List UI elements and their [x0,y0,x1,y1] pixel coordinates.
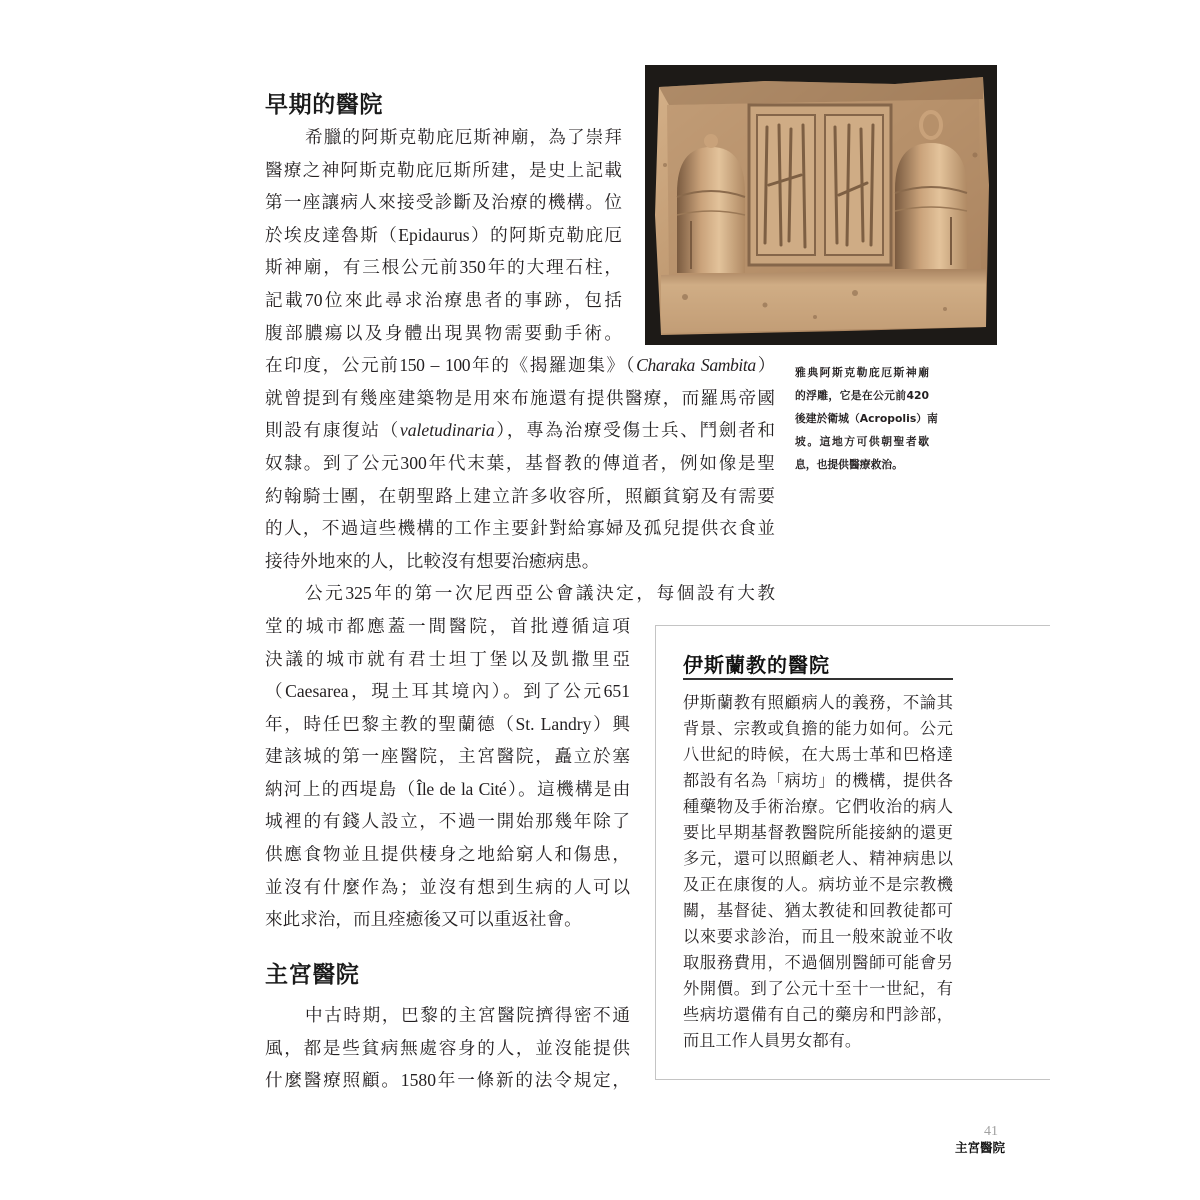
body-text-line: 第一座讓病人來接受診斷及治療的機構。位 [265,192,622,213]
body-text-line: 於埃皮達魯斯（Epidaurus）的阿斯克勒庇厄 [265,224,622,245]
central-tablet-relief [749,105,891,265]
sidebar-text-line: 外開價。到了公元十至十一世紀，有 [683,980,953,998]
sidebar-text-line: 關，基督徒、猶太教徒和回教徒都可 [683,902,953,920]
sidebar-body [683,690,953,1054]
sidebar-text-line: 都設有名為「病坊」的機構，提供各 [683,772,953,790]
body-text-line [265,414,775,447]
sidebar-text-line: 取服務費用，不過個別醫師可能會另 [683,954,953,972]
sidebar-title-rule [683,678,953,680]
body-text-line: 奴隸。到了公元300年代末葉，基督教的傳道者，例如像是聖 [265,452,775,473]
running-title: 主宮醫院 [955,1140,1006,1155]
caption-line: 雅典阿斯克勒庇厄斯神廟 [795,366,929,379]
sidebar-text-line: 多元，還可以照顧老人、精神病患以 [683,850,953,868]
text-segment: 在印度，公元前150 – 100年的《揭羅迦集》（ [265,355,637,376]
body-text-line: 的人，不過這些機構的工作主要針對給寡婦及孤兒提供衣食並 [265,518,775,539]
body-text-line: 年，時任巴黎主教的聖蘭德（St. Landry）興 [265,713,630,734]
body-text-line: 希臘的阿斯克勒庇厄斯神廟，為了崇拜 [305,127,622,147]
article-body-continued [265,999,630,1097]
sidebar-text-line: 以來要求診治，而且一般來說並不收 [683,928,953,946]
sidebar-text-line: 背景、宗教或負擔的能力如何。公元 [683,720,953,738]
text-segment: ） [755,355,775,376]
caption-line: 坡。這地方可供朝聖者歇 [795,435,929,448]
body-text-line: 建該城的第一座醫院，主宮醫院，矗立於塞 [265,746,630,767]
italic-term: valetudinaria [399,420,495,441]
relief-base [661,269,986,333]
body-text-line: 決議的城市就有君士坦丁堡以及凱撒里亞 [265,648,630,669]
sidebar-text-line: 種藥物及手術治療。它們收治的病人 [683,798,953,816]
sidebar-text-line: 八世紀的時候，在大馬士革和巴格達 [683,746,953,764]
body-text-line: 來此求治，而且痊癒後又可以重返社會。 [265,909,582,930]
body-text-line [265,349,775,382]
body-text-line: 醫療之神阿斯克勒庇厄斯所建，是史上記載 [265,159,622,180]
caption-line: 息，也提供醫療救治。 [795,458,903,471]
body-text-line: （Caesarea，現土耳其境內）。到了公元651 [265,681,630,702]
sidebar-text-line: 些病坊還備有自己的藥房和門診部， [683,1006,953,1024]
body-text-line: 並沒有什麼作為；並沒有想到生病的人可以 [265,876,630,897]
caption-line: 的浮雕，它是在公元前420 [795,389,929,402]
sidebar-box [655,625,1050,1080]
body-text-line: 堂的城市都應蓋一間醫院，首批遵循這項 [265,615,630,636]
body-text-line: 城裡的有錢人設立，不過一開始那幾年除了 [265,811,630,832]
sidebar-text-line: 要比早期基督教醫院所能接納的還更 [683,824,953,842]
text-segment: ），專為治療受傷士兵、鬥劍者和 [494,420,775,441]
italic-term: Charaka Sambita [636,355,756,376]
relief-photo [645,65,997,345]
body-text-line: 納河上的西堤島（Île de la Cité）。這機構是由 [265,778,630,799]
sidebar-text-line: 伊斯蘭教有照顧病人的義務，不論其 [683,694,953,712]
photo-caption [795,361,938,476]
caption-line: 後建於衛城（Acropolis）南 [795,412,938,425]
body-text-line: 約翰騎士團，在朝聖路上建立許多收容所，照顧貧窮及有需要 [265,485,775,506]
body-text-line: 接待外地來的人，比較沒有想要治癒病患。 [265,550,600,571]
sidebar-text-line: 而且工作人員男女都有。 [683,1032,862,1050]
page-number: 41 [984,1124,998,1139]
body-text-line: 風，都是些貧病無處容身的人，並沒能提供 [265,1037,630,1058]
text-segment: 則設有康復站（ [265,420,400,441]
body-text-line: 斯神廟，有三根公元前350年的大理石柱， [265,257,622,278]
body-text-line: 什麼醫療照顧。1580年一條新的法令規定， [265,1070,630,1091]
body-text-line: 就曾提到有幾座建築物是用來布施還有提供醫療，而羅馬帝國 [265,387,775,408]
body-text-line: 供應食物並且提供棲身之地給窮人和傷患， [265,844,630,865]
body-text-line: 記載70位來此尋求治療患者的事跡，包括 [265,289,622,310]
sidebar-title: 伊斯蘭教的醫院 [683,653,830,677]
body-text-line: 中古時期，巴黎的主宮醫院擠得密不通 [305,1005,630,1025]
section-heading-early-hospitals: 早期的醫院 [265,92,383,118]
body-text-line: 公元325年的第一次尼西亞公會議決定，每個設有大教 [305,583,775,604]
sidebar-text-line: 及正在康復的人。病坊並不是宗教機 [683,876,953,894]
section-heading-hotel-dieu: 主宮醫院 [265,962,360,988]
body-text-line: 腹部膿瘍以及身體出現異物需要動手術。 [265,322,622,343]
